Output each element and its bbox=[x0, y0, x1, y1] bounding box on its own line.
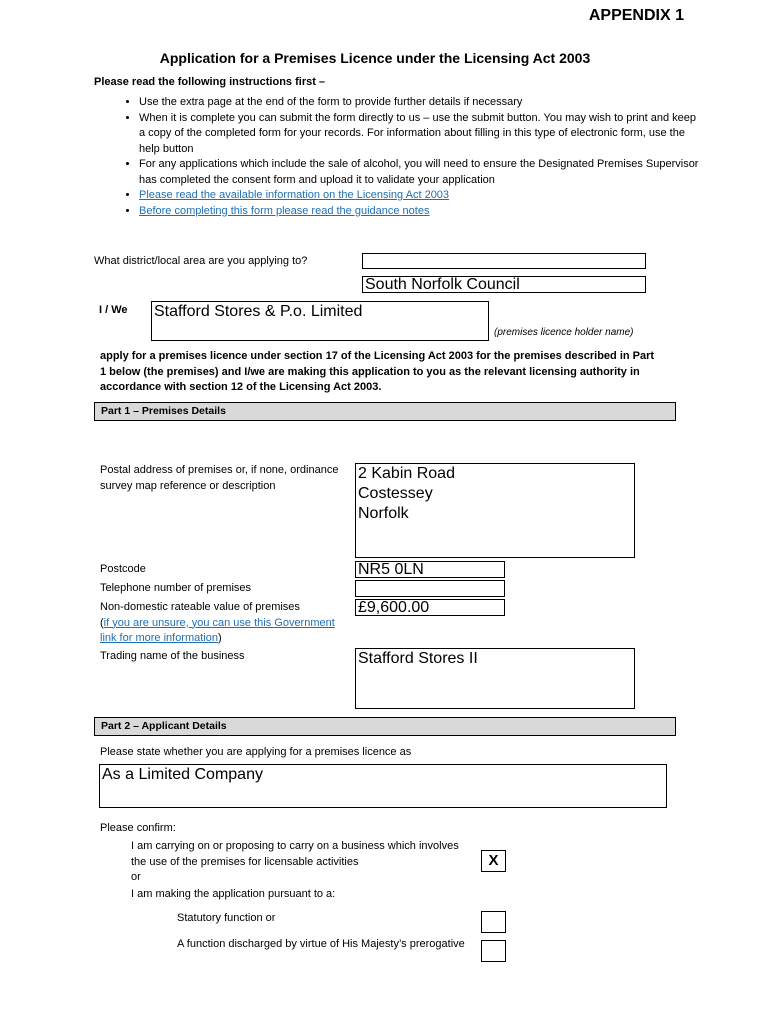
prerogative-option-text: A function discharged by virtue of His Majesty’s prerogative bbox=[177, 938, 465, 950]
business-option-text: I am carrying on or proposing to carry on a business which involves the use of the premises for licensable activities bbox=[131, 840, 459, 868]
instructions-list bbox=[112, 95, 699, 219]
licensing-act-link[interactable]: Please read the available information on the Licensing Act 2003 bbox=[139, 189, 450, 201]
applying-as-label: Please state whether you are applying for a premises licence as bbox=[100, 746, 412, 758]
rateable-open-paren: ( bbox=[100, 616, 104, 629]
pursuant-text: I am making the application pursuant to a: bbox=[131, 888, 336, 900]
instruction-item: • When it is complete you can submit the form directly to us – use the submit button. You may wish to print and keep a copy of the completed form for your records. For information about filling in this type of electronic form, use the help button bbox=[139, 111, 699, 158]
applicant-label: I / We bbox=[99, 304, 128, 316]
prerogative-checkbox[interactable] bbox=[481, 940, 506, 962]
guidance-notes-link[interactable]: Before completing this form please read the guidance notes bbox=[139, 204, 430, 217]
confirm-label: Please confirm: bbox=[100, 822, 176, 834]
rateable-label: Non-domestic rateable value of premises bbox=[100, 601, 300, 613]
trading-name-field[interactable]: Stafford Stores II bbox=[355, 648, 635, 709]
district-field[interactable]: South Norfolk Council bbox=[362, 276, 646, 293]
instruction-item: • Use the extra page at the end of the form to provide further details if necessary bbox=[139, 95, 699, 111]
form-title: Application for a Premises Licence under the Licensing Act 2003 bbox=[159, 50, 591, 66]
address-label: Postal address of premises or, if none, ordinance survey map reference or description bbox=[100, 464, 339, 492]
telephone-field[interactable] bbox=[355, 580, 505, 597]
trading-name-label: Trading name of the business bbox=[100, 650, 245, 662]
appendix-label: APPENDIX 1 bbox=[588, 7, 684, 24]
statutory-option-text: Statutory function or bbox=[177, 912, 276, 924]
rateable-close-paren: ) bbox=[218, 632, 222, 644]
district-search-field[interactable] bbox=[362, 253, 646, 269]
applicant-note: (premises licence holder name) bbox=[494, 327, 634, 338]
address-field[interactable]: 2 Kabin Road Costessey Norfolk bbox=[355, 463, 635, 558]
statutory-checkbox[interactable] bbox=[481, 911, 506, 933]
part2-header: Part 2 – Applicant Details bbox=[94, 717, 676, 736]
applying-as-field[interactable]: As a Limited Company bbox=[99, 764, 667, 808]
instruction-item: • For any applications which include the sale of alcohol, you will need to ensure the Designated Premises Supervisor has completed the consent form and upload it to validate your application bbox=[139, 157, 699, 188]
rateable-value-link[interactable]: if you are unsure, you can use this Government link for more information bbox=[100, 616, 335, 644]
instructions-intro: Please read the following instructions first – bbox=[94, 76, 326, 88]
district-label: What district/local area are you applying to? bbox=[94, 255, 308, 267]
instruction-item bbox=[139, 204, 699, 220]
instruction-item bbox=[139, 188, 699, 204]
business-checkbox[interactable]: X bbox=[481, 850, 506, 872]
declaration-text: apply for a premises licence under section 17 of the Licensing Act 2003 for the premises described in Part 1 below (the premises) and I/we are making this application to you as the relevant licensing authority in accordance with section 12 of the Licensing Act 2003. bbox=[100, 350, 655, 393]
applicant-name-field[interactable]: Stafford Stores & P.o. Limited bbox=[151, 301, 489, 341]
rateable-label-block bbox=[100, 600, 350, 647]
or-text: or bbox=[131, 871, 141, 883]
telephone-label: Telephone number of premises bbox=[100, 582, 252, 594]
postcode-label: Postcode bbox=[100, 563, 146, 575]
part1-header: Part 1 – Premises Details bbox=[94, 402, 676, 421]
postcode-field[interactable]: NR5 0LN bbox=[355, 561, 505, 578]
rateable-value-field[interactable]: £9,600.00 bbox=[355, 599, 505, 616]
